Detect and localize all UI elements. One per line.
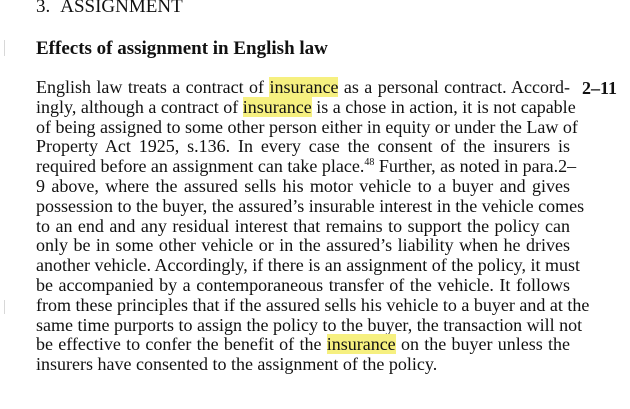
paragraph-number: 2–11 bbox=[582, 78, 618, 98]
text-run: Further, as noted in para.2– bbox=[374, 156, 577, 177]
text-line bbox=[36, 156, 577, 177]
text-line bbox=[36, 78, 570, 98]
text-line bbox=[36, 236, 570, 256]
section-heading bbox=[36, 0, 183, 18]
text-run: possession to the buyer, the assured’s insurable interest in the vehicle comes bbox=[36, 195, 585, 216]
section-title: ASSIGNMENT bbox=[60, 0, 183, 17]
text-run: from these principles that if the assured sells his vehicle to a buyer and at the bbox=[36, 294, 590, 315]
subheading: Effects of assignment in English law bbox=[36, 38, 328, 59]
text-run: of being assigned to some other person either in equity or under the Law of bbox=[36, 116, 578, 137]
text-line bbox=[36, 177, 570, 197]
text-run: another vehicle. Accordingly, if there is an assignment of the policy, it must bbox=[36, 255, 581, 276]
text-run: insurers have consented to the assignment of the policy. bbox=[36, 354, 438, 375]
text-run: only be in some other vehicle or in the assured’s liability when he drives bbox=[36, 235, 570, 256]
body-paragraph bbox=[36, 77, 590, 375]
text-run: Property Act 1925, s.136. In every case the consent of the insurers is bbox=[36, 136, 570, 157]
text-run: be effective to confer the benefit of the bbox=[36, 334, 327, 355]
text-line bbox=[36, 276, 570, 296]
text-run: English law treats a contract of bbox=[36, 77, 270, 97]
text-run: to an end and any residual interest that remains to support the policy can bbox=[36, 215, 570, 236]
text-run: is a chose in action, it is not capable bbox=[311, 96, 576, 117]
text-line bbox=[36, 314, 583, 336]
text-run: same time purports to assign the policy to the buyer, the transaction will not bbox=[36, 314, 583, 335]
text-line bbox=[36, 217, 570, 237]
section-number: 3. bbox=[36, 0, 51, 17]
text-run: ingly, although a contract of bbox=[36, 96, 243, 117]
text-line bbox=[36, 195, 585, 217]
text-line bbox=[36, 137, 570, 157]
text-line bbox=[36, 116, 578, 138]
text-line bbox=[36, 96, 576, 118]
search-highlight: insurance bbox=[242, 96, 312, 117]
search-highlight: insurance bbox=[326, 334, 396, 355]
text-run: as a personal contract. Accord- bbox=[338, 77, 570, 97]
text-line bbox=[36, 294, 590, 316]
text-run: required before an assignment can take place. bbox=[36, 156, 365, 177]
margin-rule bbox=[4, 300, 5, 314]
text-run: 9 above, where the assured sells his motor vehicle to a buyer and gives bbox=[36, 175, 570, 196]
text-line bbox=[36, 255, 581, 276]
search-highlight: insurance bbox=[269, 77, 339, 97]
text-line bbox=[36, 355, 570, 375]
margin-rule bbox=[4, 40, 5, 56]
text-run: be accompanied by a contemporaneous transfer of the vehicle. It follows bbox=[36, 274, 570, 295]
text-line bbox=[36, 335, 570, 355]
footnote-ref[interactable]: 48 bbox=[364, 157, 375, 169]
text-run: on the buyer unless the bbox=[395, 334, 570, 355]
